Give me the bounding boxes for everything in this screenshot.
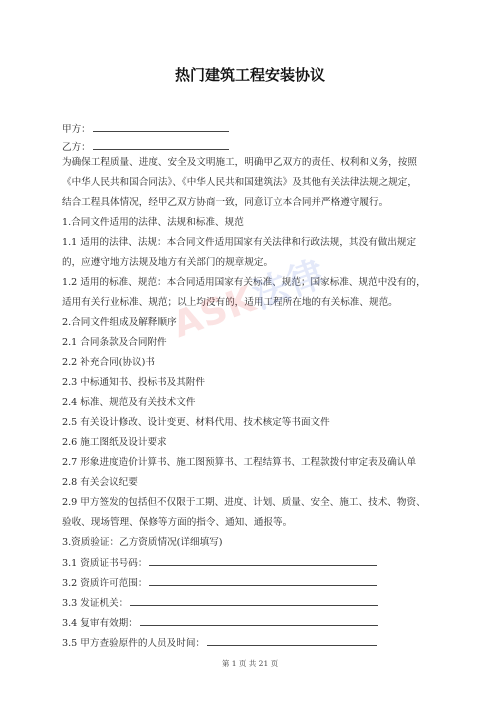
section-heading: 2.合同文件组成及解释顺序: [62, 317, 177, 328]
field-blank: [130, 596, 378, 606]
form-field: [62, 636, 377, 650]
list-item: 2.7 形象进度造价计算书、施工图预算书、工程结算书、工程款拨付审定表及确认单: [62, 457, 417, 468]
field-blank: [149, 576, 377, 586]
list-item: 2.3 中标通知书、投标书及其附件: [62, 377, 206, 388]
list-item: 2.9 甲方签发的包括但不仅限于工期、进度、计划、质量、安全、施工、技术、物资、: [62, 497, 426, 508]
watermark-text: 法律: [247, 253, 331, 318]
body-line: 结合工程具体情况，经甲乙双方协商一致，同意订立本合同并严格遵守履行。: [62, 197, 389, 208]
list-item: 2.5 有关设计修改、设计变更、材料代用、技术核定等书面文件: [62, 417, 330, 428]
party-a-line: [62, 122, 229, 136]
party-b-line: [62, 140, 229, 154]
section-heading: 1.合同文件适用的法律、法规和标准、规范: [62, 217, 244, 228]
list-item: 2.2 补充合同(协议)书: [62, 357, 155, 368]
field-label: 3.2 资质许可范围：: [62, 578, 148, 589]
party-b-label: 乙方：: [62, 142, 91, 153]
field-label: 3.5 甲方查验原件的人员及时间：: [62, 638, 206, 649]
watermark-text: ASK: [167, 278, 262, 347]
body-line: 1.1 适用的法律、法规：本合同文件适用国家有关法律和行政法规，其没有做出规定: [62, 237, 417, 248]
field-blank: [140, 616, 378, 626]
party-a-blank: [93, 122, 229, 132]
list-item: 2.4 标准、规范及有关技术文件: [62, 397, 196, 408]
list-item: 2.1 合同条款及合同附件: [62, 337, 167, 348]
body-line: 为确保工程质量、进度、安全及文明施工，明确甲乙双方的责任、权利和义务，按照: [62, 157, 417, 168]
form-field: [62, 596, 378, 610]
field-label: 3.4 复审有效期：: [62, 618, 138, 629]
party-b-blank: [93, 140, 229, 150]
list-item: 2.6 施工图纸及设计要求: [62, 437, 167, 448]
body-line: 验收、现场管理、保修等方面的指令、通知、通报等。: [62, 517, 293, 528]
form-field: [62, 576, 377, 590]
field-blank: [149, 556, 377, 566]
body-line: 的，应遵守地方法规及地方有关部门的规章规定。: [62, 257, 274, 268]
list-item: 2.8 有关会议纪要: [62, 477, 138, 488]
field-label: 3.1 资质证书号码：: [62, 558, 148, 569]
form-field: [62, 616, 378, 630]
form-field: [62, 556, 377, 570]
body-line: 1.2 适用的标准、规范：本合同适用国家有关标准、规范；国家标准、规范中没有的，: [62, 277, 426, 288]
party-a-label: 甲方：: [62, 124, 91, 135]
page-number: 第 1 页 共 21 页: [221, 659, 279, 668]
field-label: 3.3 发证机关：: [62, 598, 129, 609]
body-line: 适用有关行业标准、规范；以上均没有的，适用工程所在地的有关标准、规范。: [62, 297, 398, 308]
section-heading: 3.资质验证：乙方资质情况(详细填写): [62, 537, 223, 548]
document-title: 热门建筑工程安装协议: [174, 66, 325, 84]
field-blank: [207, 636, 377, 646]
body-line: 《中华人民共和国合同法》、《中华人民共和国建筑法》及其他有关法律法规之规定，: [62, 177, 417, 188]
